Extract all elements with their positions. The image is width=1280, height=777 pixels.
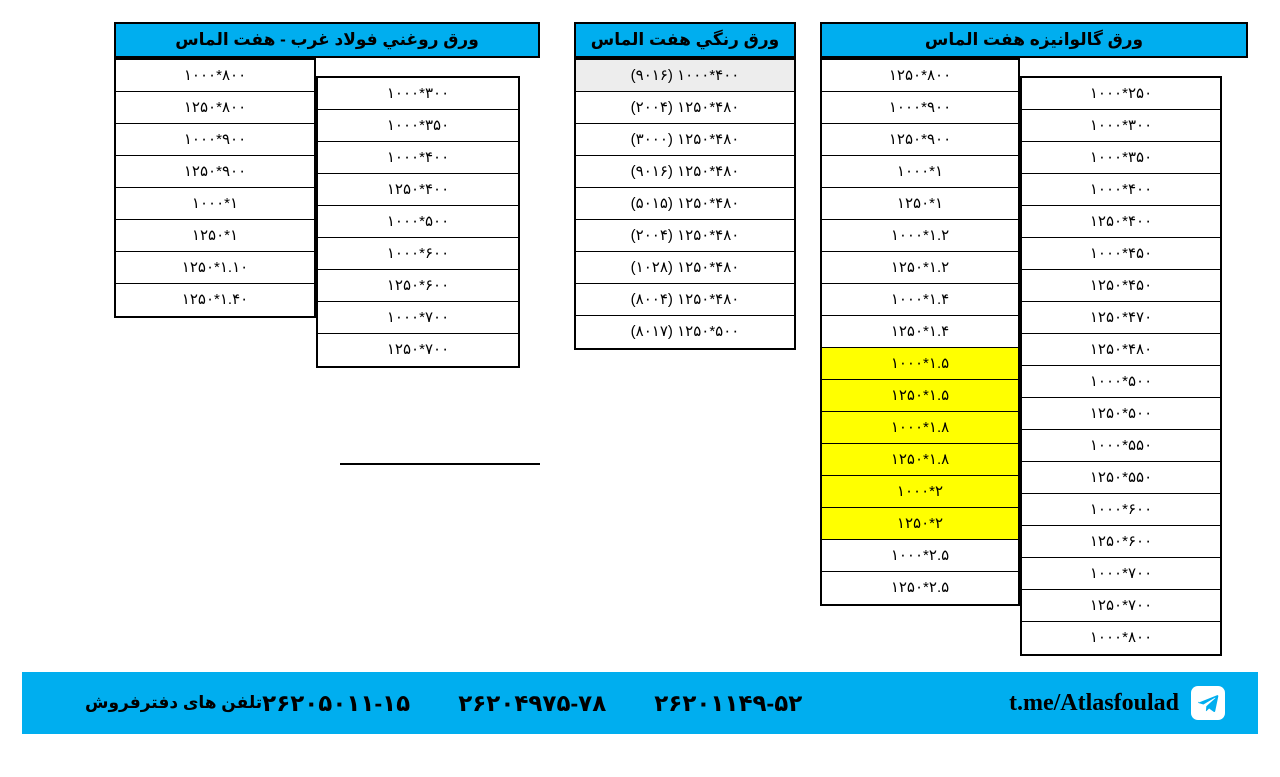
telegram-icon [1191, 686, 1225, 720]
table-row: ۷۰۰*۱۲۵۰ [1022, 590, 1220, 622]
table-row: ۶۰۰*۱۰۰۰ [1022, 494, 1220, 526]
table-row: ۴۰۰*۱۰۰۰ [318, 142, 518, 174]
table-row: ۱.۲*۱۲۵۰ [822, 252, 1018, 284]
table-row: ۹۰۰*۱۰۰۰ [116, 124, 314, 156]
footer-phone-list [262, 690, 999, 717]
block-title-roghani: ورق روغني فولاد غرب - هفت الماس [114, 22, 540, 58]
table-row: ۹۰۰*۱۲۵۰ [822, 124, 1018, 156]
table-row: ۷۰۰*۱۰۰۰ [318, 302, 518, 334]
table-row: ۲*۱۲۵۰ [822, 508, 1018, 540]
table-row: ۱.۲*۱۰۰۰ [822, 220, 1018, 252]
table-row: ۵۵۰*۱۲۵۰ [1022, 462, 1220, 494]
table-row: ۱.۴*۱۰۰۰ [822, 284, 1018, 316]
block-title-galvanize: ورق گالوانیزه هفت الماس [820, 22, 1248, 58]
table-row: ۸۰۰*۱۰۰۰ [116, 60, 314, 92]
table-row: ۵۵۰*۱۰۰۰ [1022, 430, 1220, 462]
column-roghani-right [114, 58, 316, 318]
table-row: ۴۸۰*۱۲۵۰ (۲۰۰۴) [576, 92, 794, 124]
table-row: ۲*۱۰۰۰ [822, 476, 1018, 508]
table-row: ۷۰۰*۱۰۰۰ [1022, 558, 1220, 590]
table-row: ۹۰۰*۱۲۵۰ [116, 156, 314, 188]
table-row: ۱*۱۰۰۰ [116, 188, 314, 220]
table-row: ۵۰۰*۱۰۰۰ [1022, 366, 1220, 398]
table-row: ۱*۱۲۵۰ [116, 220, 314, 252]
columns-rangi [574, 58, 796, 350]
table-row: ۱.۴*۱۲۵۰ [822, 316, 1018, 348]
column-roghani-left [316, 76, 520, 368]
table-row: ۴۵۰*۱۲۵۰ [1022, 270, 1220, 302]
table-row: ۴۸۰*۱۲۵۰ (۱۰۲۸) [576, 252, 794, 284]
phone-number[interactable]: ۲۶۲۰۱۱۴۹-۵۲ [654, 689, 803, 716]
table-row: ۴۸۰*۱۲۵۰ (۳۰۰۰) [576, 124, 794, 156]
horizontal-divider [340, 463, 540, 465]
table-row: ۴۸۰*۱۲۵۰ (۵۰۱۵) [576, 188, 794, 220]
table-row: ۹۰۰*۱۰۰۰ [822, 92, 1018, 124]
contact-footer [22, 672, 1258, 734]
table-row: ۱.۵*۱۲۵۰ [822, 380, 1018, 412]
table-row: ۸۰۰*۱۰۰۰ [1089, 629, 1153, 646]
phone-number[interactable]: ۲۶۲۰۵۰۱۱-۱۵ [262, 689, 411, 716]
table-row: ۳۵۰*۱۰۰۰ [1022, 142, 1220, 174]
phone-number[interactable]: ۲۶۲۰۴۹۷۵-۷۸ [458, 689, 607, 716]
table-row: ۵۰۰*۱۲۵۰ (۸۰۱۷) [630, 323, 740, 340]
table-row: ۱.۸*۱۲۵۰ [822, 444, 1018, 476]
column-galvanize-left [1020, 76, 1222, 656]
column-galvanize-right [820, 58, 1020, 606]
table-row: ۸۰۰*۱۲۵۰ [116, 92, 314, 124]
table-row: ۲.۵*۱۲۵۰ [890, 579, 950, 596]
table-row: ۶۰۰*۱۲۵۰ [1022, 526, 1220, 558]
table-block-roghani [114, 22, 540, 368]
table-row: ۱*۱۰۰۰ [822, 156, 1018, 188]
table-block-galvanize [820, 22, 1248, 656]
table-row: ۱.۴۰*۱۲۵۰ [181, 291, 249, 308]
table-row: ۷۰۰*۱۲۵۰ [386, 341, 450, 358]
footer-phones-label: تلفن های دفترفروش [85, 693, 263, 712]
table-row: ۵۰۰*۱۰۰۰ [318, 206, 518, 238]
table-row: ۴۰۰*۱۲۵۰ [318, 174, 518, 206]
table-row: ۸۰۰*۱۲۵۰ [822, 60, 1018, 92]
table-row: ۳۰۰*۱۰۰۰ [1022, 110, 1220, 142]
table-row: ۶۰۰*۱۲۵۰ [318, 270, 518, 302]
table-row: ۲.۵*۱۰۰۰ [822, 540, 1018, 572]
table-row: ۵۰۰*۱۲۵۰ [1022, 398, 1220, 430]
column-rangi-main [574, 58, 796, 350]
table-row: ۳۰۰*۱۰۰۰ [318, 78, 518, 110]
table-row: ۴۵۰*۱۰۰۰ [1022, 238, 1220, 270]
block-title-rangi: ورق رنگي هفت الماس [574, 22, 796, 58]
telegram-link[interactable] [1009, 686, 1225, 720]
table-row: ۱.۵*۱۰۰۰ [822, 348, 1018, 380]
columns-galvanize [820, 58, 1248, 656]
table-row: ۲۵۰*۱۰۰۰ [1022, 78, 1220, 110]
table-row: ۴۰۰*۱۰۰۰ (۹۰۱۶) [576, 60, 794, 92]
table-row: ۴۰۰*۱۲۵۰ [1022, 206, 1220, 238]
table-row: ۱*۱۲۵۰ [822, 188, 1018, 220]
table-row: ۶۰۰*۱۰۰۰ [318, 238, 518, 270]
table-row: ۱.۱۰*۱۲۵۰ [116, 252, 314, 284]
table-row: ۴۸۰*۱۲۵۰ (۸۰۰۴) [576, 284, 794, 316]
table-block-rangi [574, 22, 796, 350]
table-row: ۴۷۰*۱۲۵۰ [1022, 302, 1220, 334]
table-row: ۴۸۰*۱۲۵۰ (۹۰۱۶) [576, 156, 794, 188]
table-row: ۳۵۰*۱۰۰۰ [318, 110, 518, 142]
telegram-handle: t.me/Atlasfoulad [1009, 689, 1179, 716]
table-row: ۴۰۰*۱۰۰۰ [1022, 174, 1220, 206]
table-row: ۱.۸*۱۰۰۰ [822, 412, 1018, 444]
table-row: ۴۸۰*۱۲۵۰ (۲۰۰۴) [576, 220, 794, 252]
table-row: ۴۸۰*۱۲۵۰ [1022, 334, 1220, 366]
columns-roghani [114, 58, 540, 368]
